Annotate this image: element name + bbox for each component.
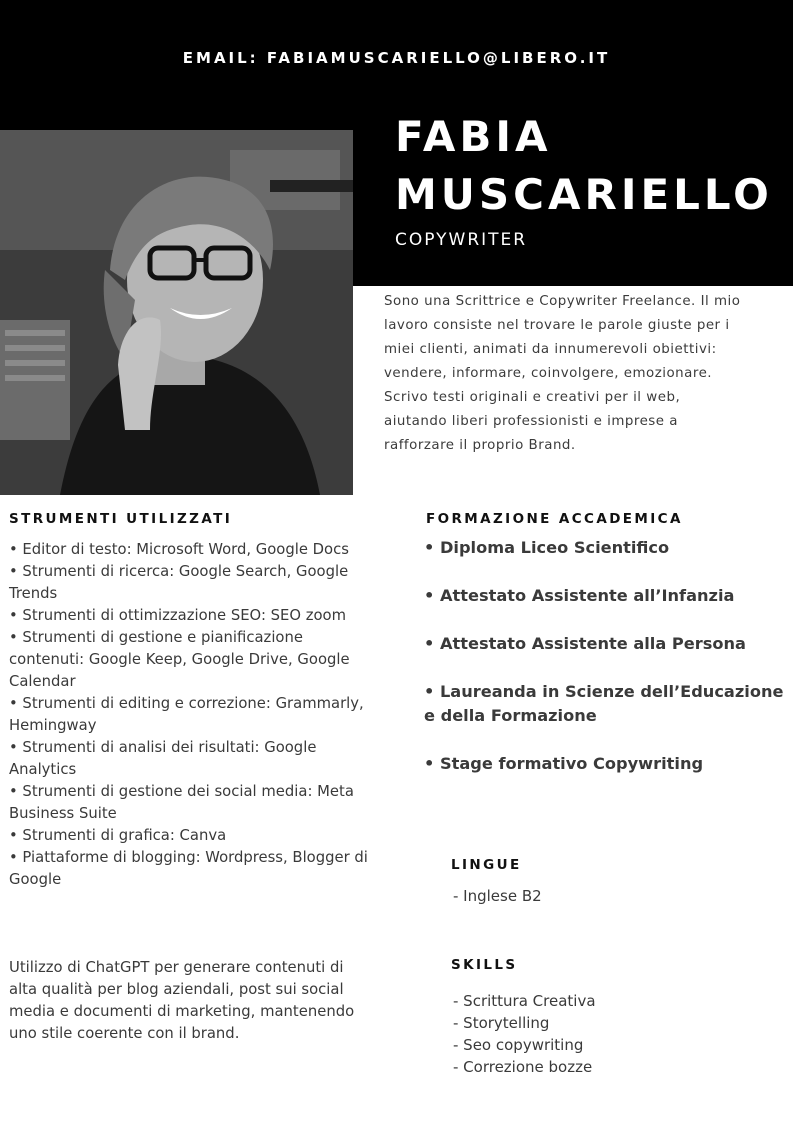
tools-list (9, 539, 369, 891)
tools-heading: STRUMENTI UTILIZZATI (9, 511, 233, 527)
languages-list (453, 885, 542, 907)
list-item: • Attestato Assistente all’Infanzia (424, 586, 735, 605)
list-item: • Strumenti di gestione e pianificazione contenuti: Google Keep, Google Drive, Google Calendar (9, 629, 350, 690)
intro-text (384, 290, 774, 458)
intro-line: miei clienti, animati da innumerevoli obiettivi: (384, 342, 717, 357)
list-item: • Attestato Assistente alla Persona (424, 634, 746, 653)
intro-line: Sono una Scrittrice e Copywriter Freelance. Il mio (384, 294, 741, 309)
languages-heading: LINGUE (451, 857, 522, 873)
skills-list (453, 990, 596, 1078)
list-item: • Laureanda in Scienze dell’Educazione e della Formazione (424, 682, 784, 725)
list-item: • Strumenti di grafica: Canva (9, 827, 227, 844)
education-list (424, 536, 793, 800)
portrait-illustration (0, 130, 353, 495)
job-title: COPYWRITER (395, 230, 528, 250)
email-line[interactable]: EMAIL: FABIAMUSCARIELLO@LIBERO.IT (182, 49, 611, 67)
list-item: • Strumenti di gestione dei social media: Meta Business Suite (9, 783, 354, 822)
list-item: • Strumenti di ricerca: Google Search, Google Trends (9, 563, 349, 602)
intro-line: rafforzare il proprio Brand. (384, 438, 576, 453)
last-name: MUSCARIELLO (395, 170, 773, 219)
intro-line: vendere, informare, coinvolgere, emozionare. (384, 366, 713, 381)
education-heading: FORMAZIONE ACCADEMICA (426, 511, 683, 527)
list-item: - Correzione bozze (453, 1058, 593, 1076)
intro-line: lavoro consiste nel trovare le parole giuste per i (384, 318, 730, 333)
list-item: • Strumenti di editing e correzione: Grammarly, Hemingway (9, 695, 364, 734)
list-item: - Scrittura Creativa (453, 992, 596, 1010)
list-item: • Strumenti di ottimizzazione SEO: SEO zoom (9, 607, 347, 624)
intro-line: Scrivo testi originali e creativi per il web, (384, 390, 681, 405)
list-item: - Inglese B2 (453, 887, 542, 905)
profile-photo (0, 130, 353, 495)
first-name: FABIA (395, 112, 552, 161)
chatgpt-paragraph: Utilizzo di ChatGPT per generare contenuti di alta qualità per blog aziendali, post sui social media e documenti di marketing, mantenendo uno stile coerente con il brand. (9, 959, 355, 1042)
skills-heading: SKILLS (451, 957, 518, 973)
list-item: - Storytelling (453, 1014, 550, 1032)
list-item: • Diploma Liceo Scientifico (424, 538, 670, 557)
list-item: • Strumenti di analisi dei risultati: Google Analytics (9, 739, 317, 778)
list-item: • Editor di testo: Microsoft Word, Google Docs (9, 541, 349, 558)
list-item: • Piattaforme di blogging: Wordpress, Blogger di Google (9, 849, 368, 888)
intro-line: aiutando liberi professionisti e imprese a (384, 414, 678, 429)
list-item: - Seo copywriting (453, 1036, 584, 1054)
list-item: • Stage formativo Copywriting (424, 754, 704, 773)
